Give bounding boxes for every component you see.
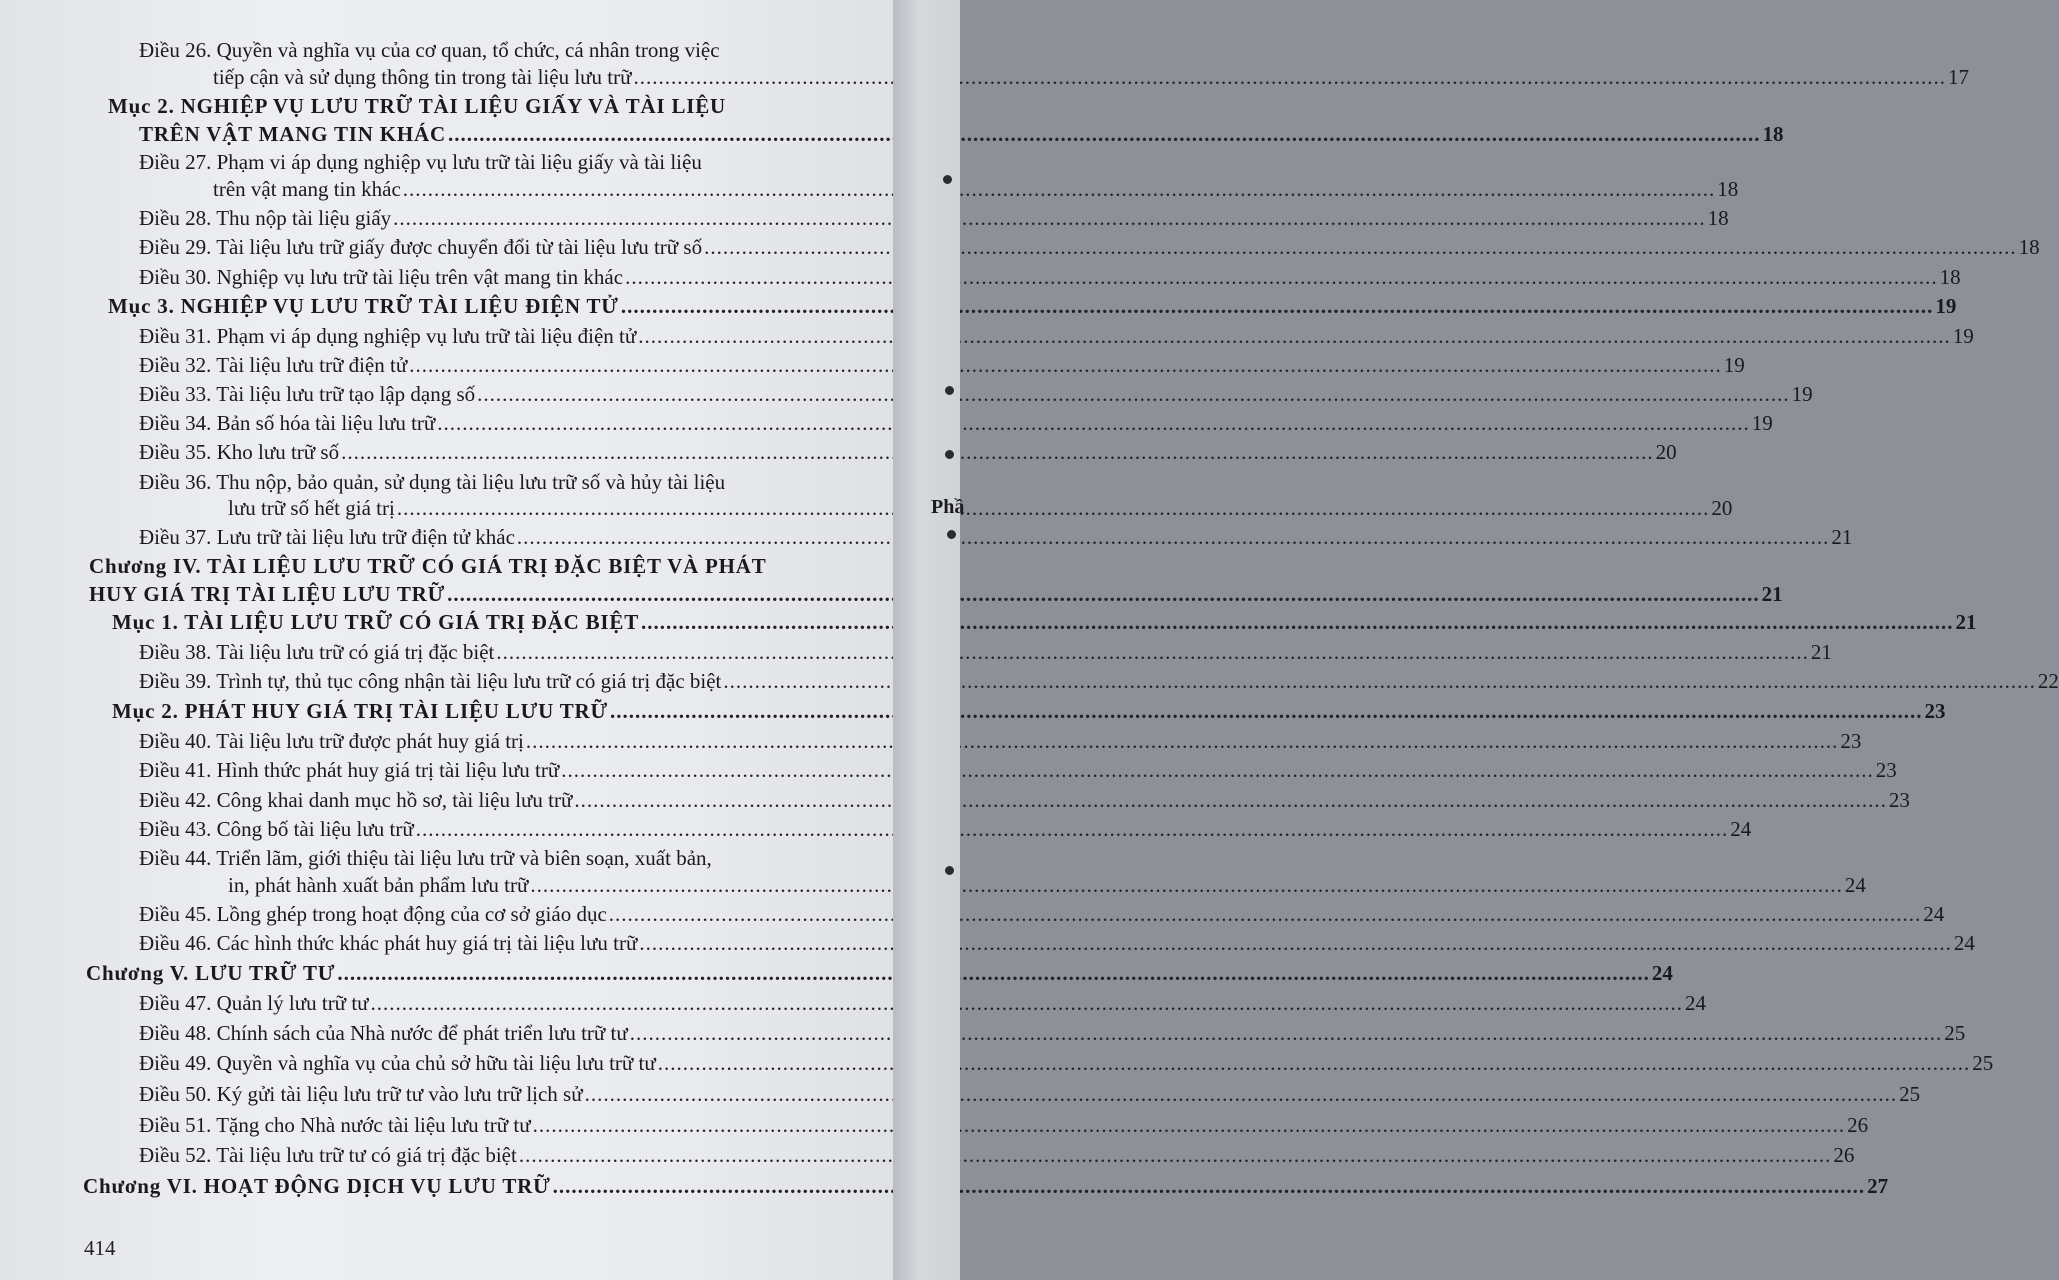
- toc-chapter: [89, 580, 1783, 608]
- leader-dots: [639, 929, 1952, 957]
- toc-page-number: 17: [1948, 65, 1969, 89]
- toc-section: [139, 120, 1784, 148]
- toc-page-number: 21: [1955, 610, 1977, 634]
- leader-dots: [658, 1049, 1971, 1077]
- toc-entry-line1: Điều 26. Quyền và nghĩa vụ của cơ quan, tổ chức, cá nhân trong việc: [139, 38, 720, 62]
- bullet-mark: [945, 866, 954, 875]
- toc-entry: [213, 175, 1739, 203]
- toc-entry: [139, 204, 1729, 232]
- toc-chapter: [83, 1172, 1889, 1200]
- toc-page-number: 21: [1810, 640, 1832, 664]
- toc-page-number: 23: [1840, 729, 1862, 753]
- toc-section-line1: Mục 2. NGHIỆP VỤ LƯU TRỮ TÀI LIỆU GIẤY VÀ TÀI LIỆU: [108, 94, 726, 118]
- toc-entry-title: Điều 42. Công khai danh mục hồ sơ, tài liệu lưu trữ: [139, 788, 573, 812]
- toc-entry-line1: Điều 27. Phạm vi áp dụng nghiệp vụ lưu trữ tài liệu giấy và tài liệu: [139, 150, 702, 174]
- toc-entry: [139, 1019, 1966, 1047]
- toc-entry-title: Điều 45. Lồng ghép trong hoạt động của cơ sở giáo dục: [139, 902, 607, 926]
- toc-page-number: 25: [1972, 1051, 1994, 1075]
- leader-dots: [437, 409, 1750, 437]
- toc-entry: [139, 409, 1773, 437]
- toc-page-number: 18: [1762, 122, 1784, 146]
- toc-entry-title: TRÊN VẬT MANG TIN KHÁC: [139, 122, 446, 146]
- toc-entry: [139, 756, 1897, 784]
- toc-page-number: 24: [1651, 961, 1673, 985]
- toc-page-number: 24: [1685, 991, 1707, 1015]
- toc-entry: [139, 786, 1910, 814]
- toc-entry-title: Điều 30. Nghiệp vụ lưu trữ tài liệu trên vật mang tin khác: [139, 265, 624, 289]
- toc-page-number: 19: [1952, 324, 1974, 348]
- toc-page-number: 21: [1761, 582, 1783, 606]
- toc-entry-title: Điều 32. Tài liệu lưu trữ điện tử: [139, 353, 408, 377]
- leader-dots: [526, 727, 1839, 755]
- toc-entry: [139, 263, 1961, 291]
- leader-dots: [574, 786, 1887, 814]
- toc-page-number: 27: [1867, 1174, 1889, 1198]
- leader-dots: [416, 815, 1729, 843]
- toc-entry: [139, 727, 1862, 755]
- toc-entry-title: HUY GIÁ TRỊ TÀI LIỆU LƯU TRỮ: [89, 582, 446, 606]
- toc-page-number: 24: [1844, 873, 1866, 897]
- toc-entry: [139, 900, 1945, 928]
- leader-dots: [638, 322, 1951, 350]
- toc-entry-title: Điều 34. Bản số hóa tài liệu lưu trữ: [139, 411, 436, 435]
- leader-dots: [625, 263, 1938, 291]
- toc-entry-title: Điều 29. Tài liệu lưu trữ giấy được chuyển đổi từ tài liệu lưu trữ số: [139, 235, 703, 259]
- toc-entry: [139, 989, 1707, 1017]
- toc-page-number: 24: [1923, 902, 1945, 926]
- leader-dots: [337, 959, 1650, 987]
- toc-page-number: 22: [2037, 669, 2059, 693]
- toc-entry: [139, 667, 2059, 695]
- toc-entry-title: Chương V. LƯU TRỮ TƯ: [86, 961, 336, 985]
- toc-entry-title: lưu trữ số hết giá trị: [228, 496, 395, 520]
- toc-page-number: 23: [1875, 758, 1897, 782]
- toc-entry: [139, 638, 1832, 666]
- toc-entry-title: Điều 28. Thu nộp tài liệu giấy: [139, 206, 392, 230]
- toc-page-number: 25: [1899, 1082, 1921, 1106]
- bullet-mark: [945, 386, 954, 395]
- toc-entry-title: Điều 47. Quản lý lưu trữ tư: [139, 991, 369, 1015]
- toc-section: [112, 608, 1977, 636]
- toc-page-number: 25: [1944, 1021, 1966, 1045]
- bullet-mark: [947, 530, 956, 539]
- toc-section: [108, 292, 1957, 320]
- leader-dots: [530, 871, 1843, 899]
- toc-entry-title: Điều 49. Quyền và nghĩa vụ của chủ sở hữu tài liệu lưu trữ tư: [139, 1051, 656, 1075]
- toc-entry-title: trên vật mang tin khác: [213, 177, 401, 201]
- toc-page-number: 18: [1707, 206, 1729, 230]
- leader-dots: [403, 175, 1716, 203]
- toc-entry: [139, 322, 1974, 350]
- toc-page-number: 19: [1723, 353, 1745, 377]
- leader-dots: [585, 1080, 1898, 1108]
- toc-page-number: 19: [1935, 294, 1957, 318]
- toc-page-number: 19: [1791, 382, 1813, 406]
- leader-dots: [553, 1172, 1866, 1200]
- bullet-mark: [945, 450, 954, 459]
- toc-entry: [228, 871, 1866, 899]
- toc-section: [112, 697, 1946, 725]
- toc-entry-title: Điều 40. Tài liệu lưu trữ được phát huy giá trị: [139, 729, 524, 753]
- leader-dots: [517, 523, 1830, 551]
- leader-dots: [634, 63, 1947, 91]
- toc-entry: [139, 815, 1752, 843]
- leader-dots: [641, 608, 1954, 636]
- leader-dots: [621, 292, 1934, 320]
- page-number: 414: [84, 1236, 116, 1260]
- toc-entry-title: Mục 1. TÀI LIỆU LƯU TRỮ CÓ GIÁ TRỊ ĐẶC BIỆT: [112, 610, 640, 634]
- toc-page-number: 18: [2018, 235, 2040, 259]
- toc-entry-title: Điều 35. Kho lưu trữ số: [139, 440, 340, 464]
- bullet-mark: [943, 175, 952, 184]
- toc-entry: [213, 63, 1969, 91]
- leader-dots: [630, 1019, 1943, 1047]
- leader-dots: [561, 756, 1874, 784]
- toc-page-number: 23: [1888, 788, 1910, 812]
- toc-entry: [139, 380, 1813, 408]
- toc-page-number: 23: [1924, 699, 1946, 723]
- adjacent-page-edge: [893, 0, 965, 1280]
- toc-page-number: 21: [1831, 525, 1853, 549]
- toc-entry-title: Điều 51. Tặng cho Nhà nước tài liệu lưu trữ tư: [139, 1113, 531, 1137]
- toc-entry: [139, 1141, 1855, 1169]
- toc-entry-title: Điều 38. Tài liệu lưu trữ có giá trị đặc biệt: [139, 640, 495, 664]
- toc-entry-title: Điều 52. Tài liệu lưu trữ tư có giá trị đặc biệt: [139, 1143, 517, 1167]
- leader-dots: [341, 438, 1654, 466]
- toc-page-number: 18: [1717, 177, 1739, 201]
- leader-dots: [533, 1111, 1846, 1139]
- toc-page-number: 26: [1833, 1143, 1855, 1167]
- toc-entry-title: Điều 33. Tài liệu lưu trữ tạo lập dạng số: [139, 382, 476, 406]
- toc-entry: [139, 1049, 1994, 1077]
- toc-page-number: 18: [1939, 265, 1961, 289]
- toc-entry: [139, 523, 1853, 551]
- leader-dots: [409, 351, 1722, 379]
- leader-dots: [393, 204, 1706, 232]
- toc-entry: [139, 438, 1677, 466]
- leader-dots: [371, 989, 1684, 1017]
- leader-dots: [610, 697, 1923, 725]
- leader-dots: [496, 638, 1809, 666]
- toc-entry-title: Điều 50. Ký gửi tài liệu lưu trữ tư vào lưu trữ lịch sử: [139, 1082, 583, 1106]
- toc-entry: [139, 1111, 1869, 1139]
- leader-dots: [397, 494, 1710, 522]
- toc-page-number: 19: [1751, 411, 1773, 435]
- toc-entry-title: Mục 3. NGHIỆP VỤ LƯU TRỮ TÀI LIỆU ĐIỆN TỬ: [108, 294, 619, 318]
- toc-page-number: 24: [1953, 931, 1975, 955]
- toc-entry-line1: Điều 36. Thu nộp, bảo quản, sử dụng tài liệu lưu trữ số và hủy tài liệu: [139, 470, 726, 494]
- toc-page-number: 26: [1847, 1113, 1869, 1137]
- toc-chapter: [86, 959, 1673, 987]
- toc-page-number: 20: [1655, 440, 1677, 464]
- leader-dots: [477, 380, 1790, 408]
- toc-page-number: 24: [1730, 817, 1752, 841]
- adjacent-page-text: Phầ: [931, 496, 965, 518]
- toc-entry-title: Điều 48. Chính sách của Nhà nước để phát triển lưu trữ tư: [139, 1021, 628, 1045]
- leader-dots: [447, 580, 1760, 608]
- toc-entry-line1: Điều 44. Triển lãm, giới thiệu tài liệu lưu trữ và biên soạn, xuất bản,: [139, 846, 712, 870]
- toc-entry-title: Điều 46. Các hình thức khác phát huy giá trị tài liệu lưu trữ: [139, 931, 638, 955]
- toc-entry: [139, 351, 1745, 379]
- toc-page-number: 20: [1711, 496, 1733, 520]
- toc-entry: [139, 233, 2040, 261]
- leader-dots: [519, 1141, 1832, 1169]
- toc-entry-title: Điều 39. Trình tự, thủ tục công nhận tài liệu lưu trữ có giá trị đặc biệt: [139, 669, 722, 693]
- toc-entry: [139, 1080, 1921, 1108]
- toc-chapter-line1: Chương IV. TÀI LIỆU LƯU TRỮ CÓ GIÁ TRỊ ĐẶC BIỆT VÀ PHÁT: [89, 554, 767, 578]
- leader-dots: [448, 120, 1761, 148]
- toc-entry-title: Điều 37. Lưu trữ tài liệu lưu trữ điện tử khác: [139, 525, 515, 549]
- toc-entry: [139, 929, 1975, 957]
- toc-entry-title: Điều 41. Hình thức phát huy giá trị tài liệu lưu trữ: [139, 758, 560, 782]
- toc-entry-title: Chương VI. HOẠT ĐỘNG DỊCH VỤ LƯU TRỮ: [83, 1174, 551, 1198]
- leader-dots: [609, 900, 1922, 928]
- toc-entry-title: Điều 43. Công bố tài liệu lưu trữ: [139, 817, 414, 841]
- toc-entry-title: in, phát hành xuất bản phẩm lưu trữ: [228, 873, 529, 897]
- toc-entry-title: tiếp cận và sử dụng thông tin trong tài liệu lưu trữ: [213, 65, 632, 89]
- toc-entry-title: Điều 31. Phạm vi áp dụng nghiệp vụ lưu trữ tài liệu điện tử: [139, 324, 637, 348]
- toc-entry-title: Mục 2. PHÁT HUY GIÁ TRỊ TÀI LIỆU LƯU TRỮ: [112, 699, 609, 723]
